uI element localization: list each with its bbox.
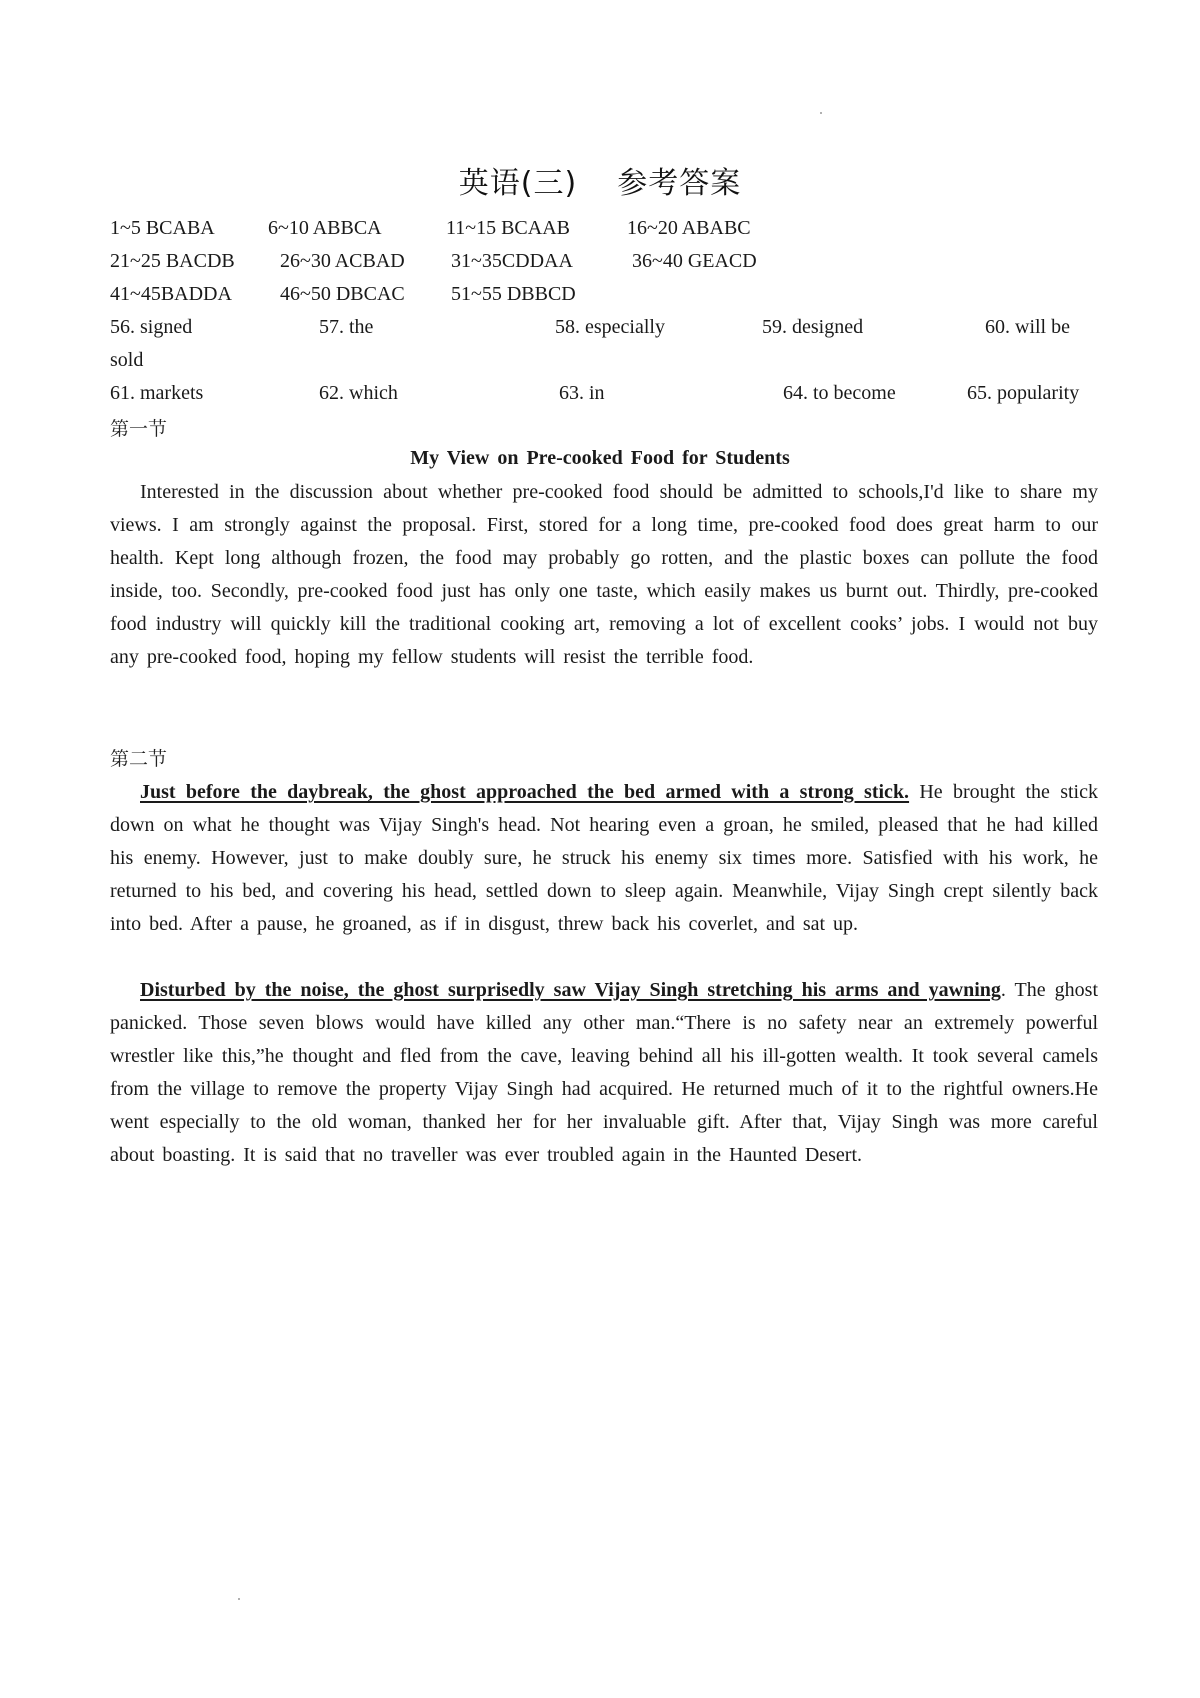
answer-item: 60. will be <box>985 316 1070 338</box>
answer-group: 6~10 ABBCA <box>268 217 382 239</box>
answer-group: 51~55 DBBCD <box>451 283 576 305</box>
answer-item: 61. markets <box>110 382 204 404</box>
section-1-label: 第一节 <box>110 418 168 440</box>
answer-item: 64. to become <box>783 382 896 404</box>
essay-text: Interested in the discussion about whether pre-cooked food should be admitted to schools,I'd like to share my views. I am strongly against the proposal. First, stored for a long time, pre-cooked food does great harm to our health. Kept long although frozen, the food may probably go rotten, and the plastic boxes can pollute the food inside, too. Secondly, pre-cooked food just has only one taste, which easily makes us burnt out. Thirdly, pre-cooked food industry will quickly kill the traditional cooking art, removing a lot of excellent cooks’ jobs. I would not buy any pre-cooked food, hoping my fellow students will resist the terrible food. <box>110 481 1098 668</box>
paragraph-1-text: He brought the stick down on what he thought was Vijay Singh's head. Not hearing even a groan, he smiled, pleased that he had killed his enemy. However, just to make doubly sure, he struck his enemy six times more. Satisfied with his work, he returned to his bed, and covering his head, settled down to sleep again. Meanwhile, Vijay Singh crept silently back into bed. After a pause, he groaned, as if in disgust, threw back his coverlet, and sat up. <box>110 781 1098 935</box>
answer-item: 56. signed <box>110 316 193 338</box>
title-subject: 英语(三) <box>458 166 578 201</box>
paragraph-2-text: . The ghost panicked. Those seven blows would have killed any other man.“There is no safety near an extremely powerful wrestler like this,”he thought and fled from the cave, leaving behind all his ill-gotten wealth. It took several camels from the village to remove the property Vijay Singh had acquired. He returned much of it to the rightful owners.He went especially to the old woman, thanked her for her invaluable gift. After that, Vijay Singh was more careful about boasting. It is said that no traveller was ever troubled again in the Haunted Desert. <box>110 979 1098 1166</box>
answer-group: 1~5 BCABA <box>110 217 215 239</box>
scan-speck <box>820 112 822 114</box>
continuation-paragraph-2 <box>110 974 1098 1172</box>
answer-item: 65. popularity <box>967 382 1080 404</box>
answer-item: 62. which <box>319 382 398 404</box>
given-opening-sentence-2: Disturbed by the noise, the ghost surprisedly saw Vijay Singh stretching his arms and yawning <box>140 979 1001 1001</box>
answer-item: 58. especially <box>555 316 665 338</box>
section-2-label: 第二节 <box>110 748 168 770</box>
answer-group: 21~25 BACDB <box>110 250 235 272</box>
scan-speck <box>238 1598 240 1600</box>
essay-title: My View on Pre-cooked Food for Students <box>410 447 790 469</box>
essay-body <box>110 476 1098 674</box>
answer-group: 16~20 ABABC <box>627 217 751 239</box>
answer-item: 59. designed <box>762 316 864 338</box>
answer-group: 46~50 DBCAC <box>280 283 405 305</box>
answer-group: 11~15 BCAAB <box>446 217 570 239</box>
given-opening-sentence-1: Just before the daybreak, the ghost approached the bed armed with a strong stick. <box>140 781 910 803</box>
answer-group: 31~35CDDAA <box>451 250 573 272</box>
answer-item: 63. in <box>559 382 605 404</box>
answer-group: 36~40 GEACD <box>632 250 757 272</box>
continuation-paragraph-1 <box>110 776 1098 941</box>
title-caption: 参考答案 <box>617 166 742 201</box>
answer-group: 26~30 ACBAD <box>280 250 405 272</box>
answer-item: 57. the <box>319 316 374 338</box>
answer-item-wrap: sold <box>110 349 144 371</box>
answer-group: 41~45BADDA <box>110 283 232 305</box>
page-title <box>0 158 1200 202</box>
